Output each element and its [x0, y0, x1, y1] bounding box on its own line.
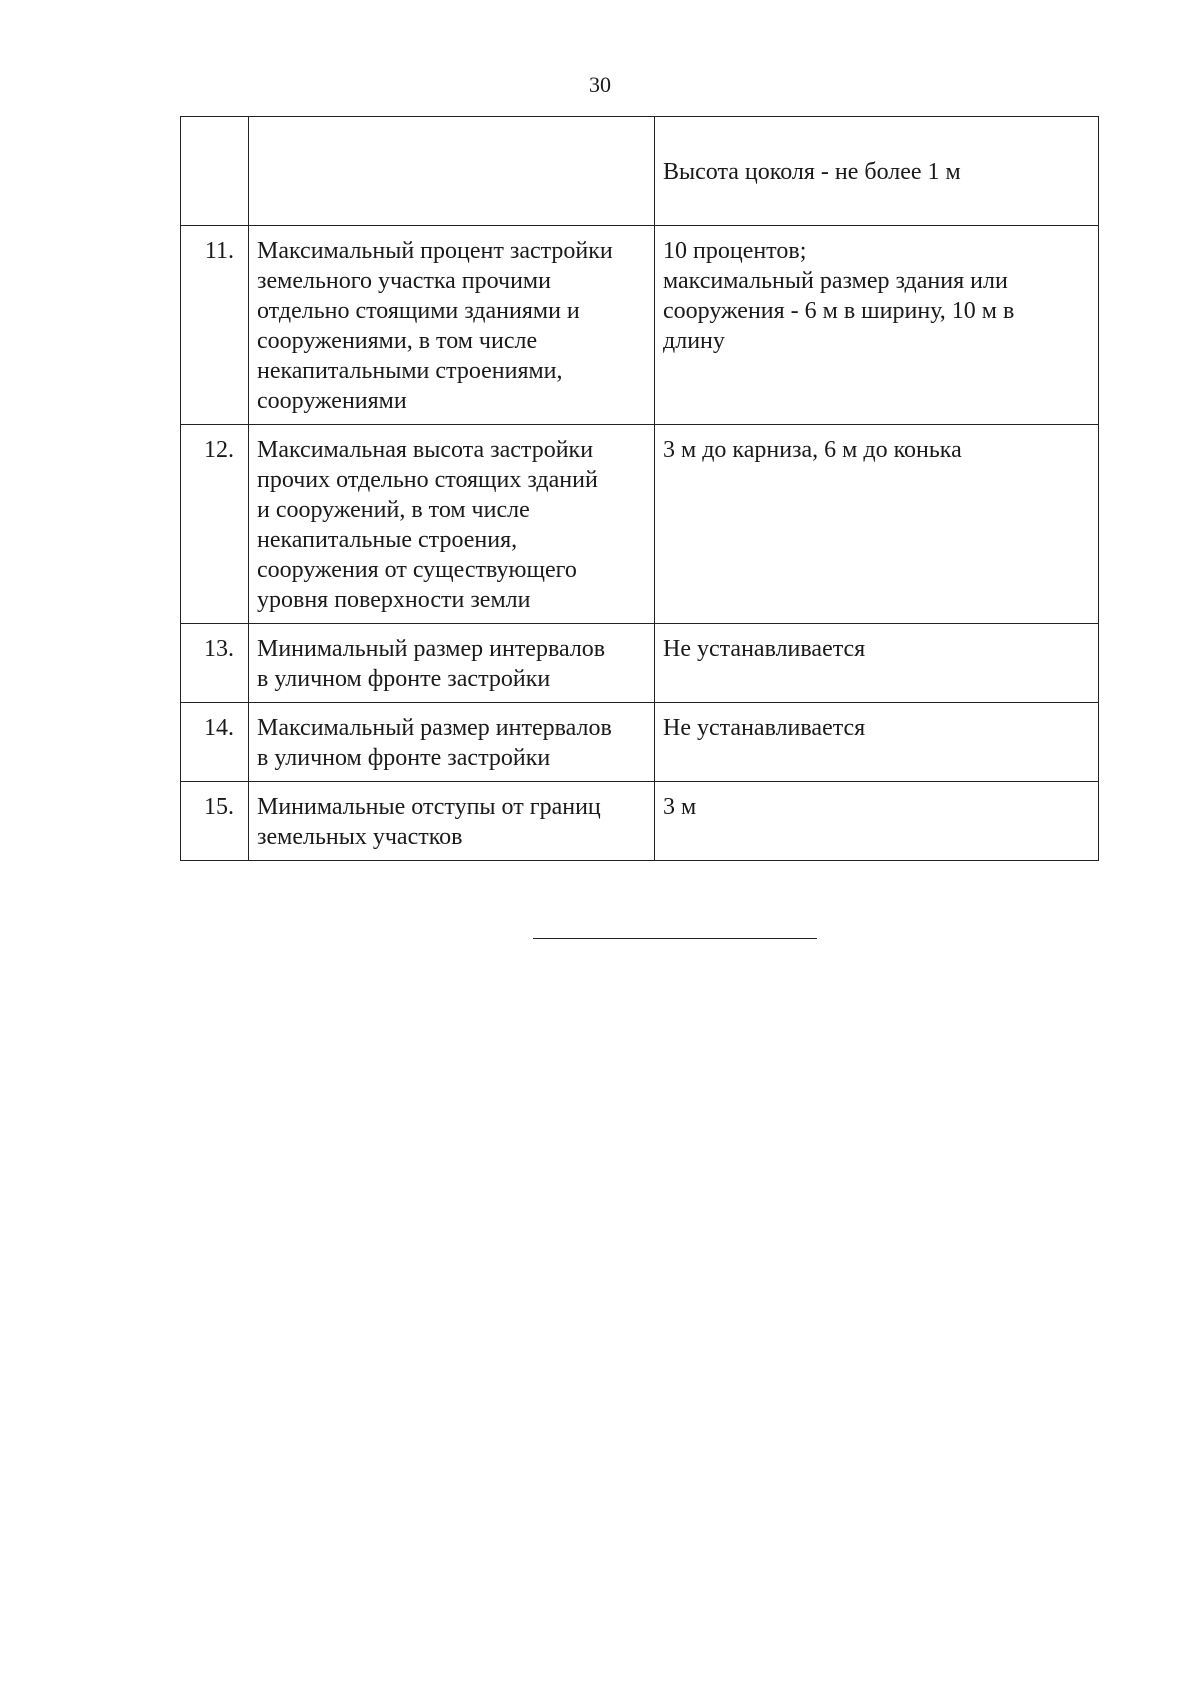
parameter-line: Максимальный процент застройки [257, 238, 613, 264]
table-row [181, 117, 1099, 226]
row-parameter [249, 703, 655, 782]
parameter-line: Максимальная высота застройки [257, 437, 594, 463]
parameter-line: уровня поверхности земли [257, 587, 531, 613]
row-value [655, 117, 1099, 226]
parameter-line: некапитальными строениями, [257, 358, 563, 384]
regulations-table [180, 116, 1099, 861]
table-row [181, 425, 1099, 624]
value-line: 3 м до карниза, 6 м до конька [663, 437, 962, 463]
row-parameter [249, 624, 655, 703]
value-line: 10 процентов; [663, 238, 807, 264]
row-parameter [249, 425, 655, 624]
parameter-line: некапитальные строения, [257, 527, 518, 553]
value-line: 3 м [663, 794, 697, 820]
value-line: сооружения - 6 м в ширину, 10 м в [663, 298, 1015, 324]
row-number [181, 117, 249, 226]
value-line: максимальный размер здания или [663, 268, 1008, 294]
value-line: Высота цоколя - не более 1 м [663, 159, 961, 185]
row-parameter [249, 226, 655, 425]
end-separator-line [533, 938, 817, 939]
parameter-line: в уличном фронте застройки [257, 666, 551, 692]
parameter-line: земельного участка прочими [257, 268, 551, 294]
value-line: Не устанавливается [663, 636, 866, 662]
row-number: 11. [181, 226, 249, 425]
page-number: 30 [589, 72, 611, 97]
row-value [655, 782, 1099, 861]
row-value [655, 425, 1099, 624]
value-line: Не устанавливается [663, 715, 866, 741]
row-value [655, 624, 1099, 703]
parameter-line: сооружениями, в том числе [257, 328, 538, 354]
table-row [181, 703, 1099, 782]
value-line: длину [663, 328, 725, 354]
parameter-line: сооружениями [257, 388, 407, 414]
table-row [181, 624, 1099, 703]
parameter-line: и сооружений, в том числе [257, 497, 530, 523]
row-number: 15. [181, 782, 249, 861]
row-parameter [249, 782, 655, 861]
row-number: 14. [181, 703, 249, 782]
row-value [655, 226, 1099, 425]
parameter-line: в уличном фронте застройки [257, 745, 551, 771]
row-value [655, 703, 1099, 782]
table-row [181, 226, 1099, 425]
parameter-line: Минимальные отступы от границ [257, 794, 601, 820]
parameter-line: сооружения от существующего [257, 557, 577, 583]
parameter-line: прочих отдельно стоящих зданий [257, 467, 598, 493]
parameter-line: земельных участков [257, 824, 463, 850]
row-number: 12. [181, 425, 249, 624]
parameter-line: Максимальный размер интервалов [257, 715, 612, 741]
parameter-line: отдельно стоящими зданиями и [257, 298, 580, 324]
table-row [181, 782, 1099, 861]
row-parameter [249, 117, 655, 226]
row-number: 13. [181, 624, 249, 703]
parameter-line: Минимальный размер интервалов [257, 636, 606, 662]
